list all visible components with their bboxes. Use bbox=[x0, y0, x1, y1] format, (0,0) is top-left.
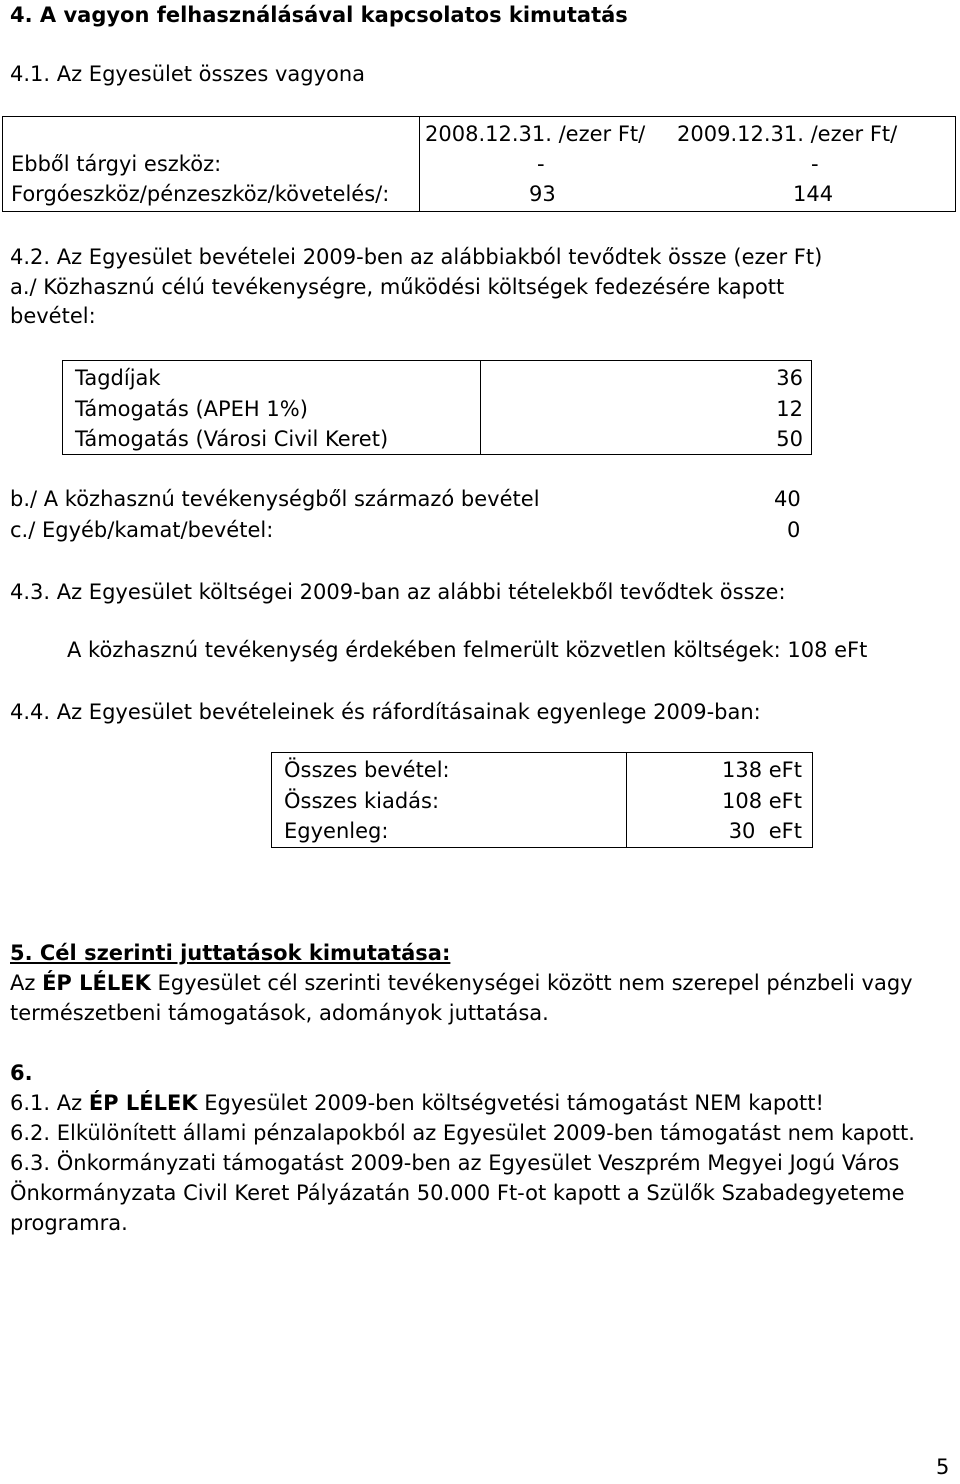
balance-row-label: Összes kiadás: bbox=[284, 789, 440, 813]
assets-row-value-2008: 93 bbox=[529, 182, 556, 206]
assets-table bbox=[2, 116, 956, 212]
income-row-label: Tagdíjak bbox=[75, 366, 161, 390]
balance-row-label: Összes bevétel: bbox=[284, 758, 450, 782]
balance-row-value: 138 eFt bbox=[722, 758, 802, 782]
section-4-2-b-label: b./ A közhasznú tevékenységből származó bevétel bbox=[10, 487, 540, 511]
section-5-text-line1 bbox=[10, 968, 913, 998]
income-row-label: Támogatás (APEH 1%) bbox=[75, 397, 308, 421]
section-4-heading: 4. A vagyon felhasználásával kapcsolatos kimutatás bbox=[10, 3, 628, 27]
section-6-heading: 6. bbox=[10, 1061, 33, 1085]
assets-col-2009: 2009.12.31. /ezer Ft/ bbox=[677, 122, 898, 146]
assets-row-value-2009: - bbox=[811, 152, 819, 176]
section-6-1-org-name: ÉP LÉLEK bbox=[88, 1091, 198, 1115]
section-4-1-title: 4.1. Az Egyesület összes vagyona bbox=[10, 62, 366, 86]
section-6-3-line1: 6.3. Önkormányzati támogatást 2009-ben az Egyesület Veszprém Megyei Jogú Város bbox=[10, 1151, 900, 1175]
income-row-value: 12 bbox=[776, 397, 803, 421]
income-row-label: Támogatás (Városi Civil Keret) bbox=[75, 427, 389, 451]
assets-row-label: Forgóeszköz/pénzeszköz/követelés/: bbox=[11, 182, 390, 206]
section-4-2-b-value: 40 bbox=[774, 487, 801, 511]
balance-table bbox=[271, 752, 813, 848]
section-4-2-title: 4.2. Az Egyesület bevételei 2009-ben az alábbiakból tevődtek össze (ezer Ft) bbox=[10, 245, 823, 269]
section-5-text-line2: természetbeni támogatások, adományok juttatása. bbox=[10, 1001, 549, 1025]
income-table bbox=[62, 360, 812, 455]
assets-col-2008: 2008.12.31. /ezer Ft/ bbox=[425, 122, 646, 146]
section-4-2-c-value: 0 bbox=[787, 518, 801, 542]
assets-row-label: Ebből tárgyi eszköz: bbox=[11, 152, 222, 176]
section-5-text-pre: Az bbox=[10, 971, 43, 995]
section-5-org-name: ÉP LÉLEK bbox=[42, 971, 151, 995]
section-6-1-post: Egyesület 2009-ben költségvetési támogatást NEM kapott! bbox=[197, 1091, 824, 1115]
section-5-heading: 5. Cél szerinti juttatások kimutatása: bbox=[10, 941, 451, 965]
section-4-3-text: A közhasznú tevékenység érdekében felmerült közvetlen költségek: 108 eFt bbox=[67, 638, 868, 662]
balance-row-value: 108 eFt bbox=[722, 789, 802, 813]
assets-row-value-2008: - bbox=[537, 152, 545, 176]
section-6-1-pre: 6.1. Az bbox=[10, 1091, 89, 1115]
section-4-2-a-line1: a./ Közhasznú célú tevékenységre, működési költségek fedezésére kapott bbox=[10, 275, 785, 299]
section-4-4-title: 4.4. Az Egyesület bevételeinek és ráfordításainak egyenlege 2009-ban: bbox=[10, 700, 761, 724]
section-4-2-a-line2: bevétel: bbox=[10, 304, 96, 328]
page-number: 5 bbox=[936, 1455, 950, 1479]
section-6-3-line2: Önkormányzata Civil Keret Pályázatán 50.000 Ft-ot kapott a Szülők Szabadegyeteme bbox=[10, 1181, 905, 1205]
section-6-3-line3: programra. bbox=[10, 1211, 128, 1235]
section-5-text-post: Egyesület cél szerinti tevékenységei között nem szerepel pénzbeli vagy bbox=[150, 971, 913, 995]
section-6-1 bbox=[10, 1088, 824, 1118]
income-row-value: 36 bbox=[776, 366, 803, 390]
section-4-2-c-label: c./ Egyéb/kamat/bevétel: bbox=[10, 518, 274, 542]
balance-row-value: 30 eFt bbox=[728, 819, 802, 843]
balance-row-label: Egyenleg: bbox=[284, 819, 389, 843]
income-row-value: 50 bbox=[776, 427, 803, 451]
assets-row-value-2009: 144 bbox=[793, 182, 834, 206]
section-6-2: 6.2. Elkülönített állami pénzalapokból az Egyesület 2009-ben támogatást nem kapott. bbox=[10, 1121, 915, 1145]
section-4-3-title: 4.3. Az Egyesület költségei 2009-ban az alábbi tételekből tevődtek össze: bbox=[10, 580, 786, 604]
